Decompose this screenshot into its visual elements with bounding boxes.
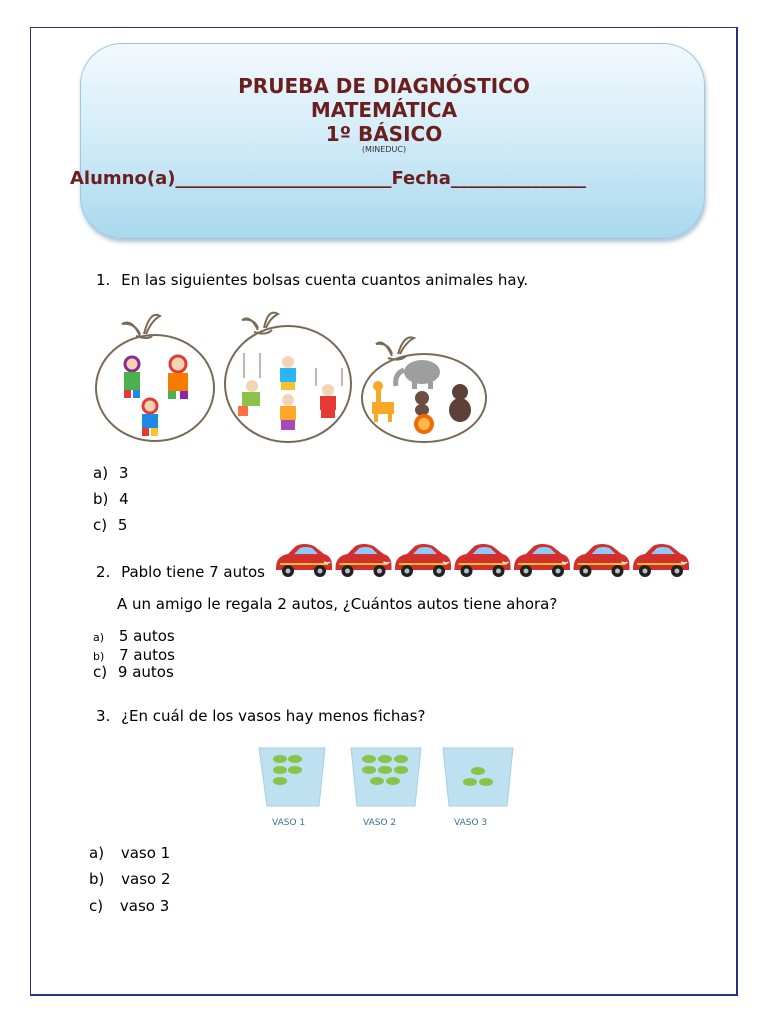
option-value: vaso 3: [119, 897, 170, 915]
acrobat-figure: [238, 380, 260, 416]
q2-option-c[interactable]: [93, 663, 174, 681]
source-label: (MINEDUC): [361, 145, 407, 154]
question-number: 2.: [96, 563, 111, 581]
title-line-2: MATEMÁTICA: [310, 98, 458, 122]
car-icon: [395, 544, 451, 577]
bag-acrobats: [225, 313, 351, 442]
student-name-date-line: Alumno(a)________________________Fecha_______________: [70, 168, 586, 189]
bear: [449, 384, 471, 422]
car-icon: [276, 544, 332, 577]
question-text: ¿En cuál de los vasos hay menos fichas?: [121, 707, 426, 725]
question-2: [96, 563, 265, 581]
q2-option-a[interactable]: [93, 627, 175, 645]
acrobat-figure: [280, 356, 296, 390]
option-value: 4: [119, 490, 129, 508]
question-1: [96, 271, 528, 289]
acrobat-figure: [320, 384, 336, 418]
question-text: Pablo tiene 7 autos: [121, 563, 265, 581]
q2-option-b[interactable]: [93, 646, 175, 664]
option-value: vaso 1: [120, 844, 171, 862]
title-line-3: 1º BÁSICO: [325, 122, 443, 146]
car-icon: [514, 544, 570, 577]
glass-3-label: VASO 3: [454, 818, 488, 828]
q1-option-a[interactable]: [93, 464, 128, 482]
glass-1: [259, 748, 325, 828]
option-letter: b): [89, 870, 105, 888]
option-value: vaso 2: [121, 870, 171, 888]
option-letter: b): [93, 490, 109, 508]
clown-figure: [168, 356, 188, 399]
option-letter: c): [93, 516, 108, 534]
q1-option-c[interactable]: [93, 516, 127, 534]
q3-option-b[interactable]: [89, 870, 171, 888]
question-2-followup: A un amigo le regala 2 autos, ¿Cuántos autos tiene ahora?: [117, 595, 558, 613]
glass-1-label: VASO 1: [272, 818, 306, 828]
bag-animals: [362, 337, 486, 442]
q3-option-c[interactable]: [89, 897, 169, 915]
car-icon: [574, 544, 630, 577]
glass-2-label: VASO 2: [363, 818, 397, 828]
option-letter: a): [89, 844, 105, 862]
option-value: 5: [117, 516, 128, 534]
title-line-1: PRUEBA DE DIAGNÓSTICO: [238, 74, 530, 98]
option-letter: b): [93, 650, 105, 663]
q1-option-b[interactable]: [93, 490, 129, 508]
glass-2: [351, 748, 421, 828]
bag-clowns: [96, 315, 214, 441]
car-icon: [633, 544, 689, 577]
option-value: 7 autos: [119, 646, 175, 664]
option-value: 3: [118, 464, 129, 482]
option-value: 5 autos: [118, 627, 175, 645]
option-value: 9 autos: [117, 663, 174, 681]
animal-bags-illustration: [92, 308, 492, 448]
option-letter: c): [89, 897, 104, 915]
option-letter: a): [93, 464, 109, 482]
glass-3: [443, 748, 513, 828]
option-letter: a): [93, 631, 105, 644]
glasses-illustration: [255, 744, 525, 830]
question-text: En las siguientes bolsas cuenta cuantos animales hay.: [121, 271, 529, 289]
car-icon: [455, 544, 511, 577]
acrobat-figure: [280, 394, 296, 430]
monkey: [415, 391, 429, 416]
clown-figure: [142, 399, 158, 436]
lion: [414, 414, 434, 434]
q3-option-a[interactable]: [89, 844, 170, 862]
option-letter: c): [93, 663, 108, 681]
question-3: [96, 707, 425, 725]
car-icon: [336, 544, 392, 577]
question-number: 1.: [96, 271, 111, 289]
giraffe: [372, 381, 394, 422]
cars-row: [274, 542, 694, 580]
clown-figure: [124, 357, 140, 398]
elephant: [396, 360, 440, 389]
question-number: 3.: [96, 707, 111, 725]
